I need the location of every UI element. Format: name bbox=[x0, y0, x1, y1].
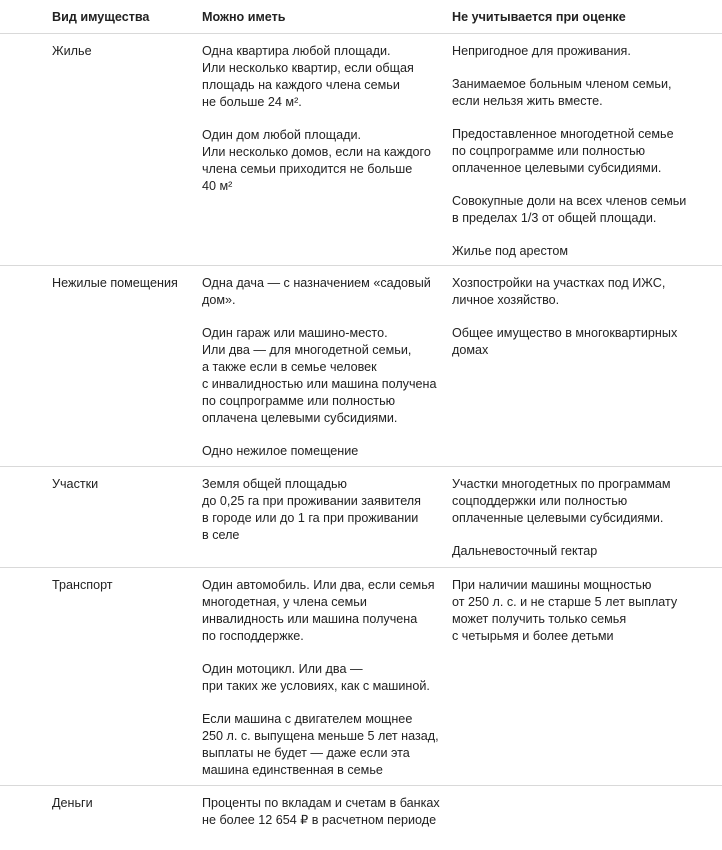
allowed-item: Один гараж или машино-место. Или два — для многодетной семьи, а также если в семье человек с инвалидностью или машина получена по соцпрограмме или полностью оплачена целевыми субсидиями. bbox=[202, 326, 437, 425]
allowed-cell bbox=[202, 275, 442, 460]
allowed-item: Земля общей площадью до 0,25 га при проживании заявителя в городе или до 1 га при проживании в селе bbox=[202, 477, 421, 542]
allowed-item: Если машина с двигателем мощнее 250 л. с. выпущена меньше 5 лет назад, выплаты не будет — даже если эта машина единственная в семье bbox=[202, 712, 439, 777]
table-row-land bbox=[0, 467, 722, 568]
property-type-cell: Участки bbox=[52, 477, 99, 491]
allowed-cell bbox=[202, 795, 442, 829]
excluded-item: Совокупные доли на всех членов семьи в пределах 1/3 от общей площади. bbox=[452, 194, 687, 225]
excluded-item: Предоставленное многодетной семье по соцпрограмме или полностью оплаченное целевыми субсидиями. bbox=[452, 127, 674, 175]
excluded-item: Общее имущество в многоквартирных домах bbox=[452, 326, 678, 357]
allowed-cell bbox=[202, 577, 442, 779]
excluded-item: Непригодное для проживания. bbox=[452, 44, 631, 58]
table-header bbox=[0, 0, 722, 34]
excluded-item: Хозпостройки на участках под ИЖС, личное хозяйство. bbox=[452, 276, 666, 307]
allowed-item: Один автомобиль. Или два, если семья многодетная, у члена семьи инвалидность или машина получена по господдержке. bbox=[202, 578, 435, 643]
property-type-cell: Жилье bbox=[52, 44, 92, 58]
allowed-item: Одна квартира любой площади. Или несколько квартир, если общая площадь на каждого члена семьи не больше 24 м². bbox=[202, 44, 414, 109]
allowed-item: Один дом любой площади. Или несколько домов, если на каждого члена семьи приходится не больше 40 м² bbox=[202, 128, 431, 193]
allowed-cell bbox=[202, 43, 442, 195]
allowed-item: Один мотоцикл. Или два — при таких же условиях, как с машиной. bbox=[202, 662, 430, 693]
header-property-type: Вид имущества bbox=[52, 10, 150, 24]
table-row-money bbox=[0, 786, 722, 846]
allowed-cell bbox=[202, 476, 442, 544]
excluded-item: Участки многодетных по программам соцподдержки или полностью оплаченные целевыми субсидиями. bbox=[452, 477, 671, 525]
property-type-cell: Нежилые помещения bbox=[52, 276, 178, 290]
property-type-cell: Деньги bbox=[52, 796, 93, 810]
table-row-non-residential bbox=[0, 266, 722, 467]
excluded-cell bbox=[452, 43, 702, 260]
excluded-item: Дальневосточный гектар bbox=[452, 544, 598, 558]
header-excluded: Не учитывается при оценке bbox=[452, 10, 626, 24]
excluded-cell bbox=[452, 577, 702, 645]
allowed-item: Одна дача — с назначением «садовый дом». bbox=[202, 276, 431, 307]
property-type-cell: Транспорт bbox=[52, 578, 113, 592]
excluded-cell bbox=[452, 275, 702, 359]
header-allowed: Можно иметь bbox=[202, 10, 286, 24]
excluded-cell bbox=[452, 476, 702, 560]
table-row-transport bbox=[0, 568, 722, 786]
table-row-housing bbox=[0, 34, 722, 266]
allowed-item: Проценты по вкладам и счетам в банках не более 12 654 ₽ в расчетном периоде bbox=[202, 796, 440, 827]
excluded-item: Занимаемое больным членом семьи, если нельзя жить вместе. bbox=[452, 77, 672, 108]
excluded-item: Жилье под арестом bbox=[452, 244, 569, 258]
excluded-item: При наличии машины мощностью от 250 л. с. и не старше 5 лет выплату может получить только семья с четырьмя и более детьми bbox=[452, 578, 678, 643]
allowed-item: Одно нежилое помещение bbox=[202, 444, 359, 458]
